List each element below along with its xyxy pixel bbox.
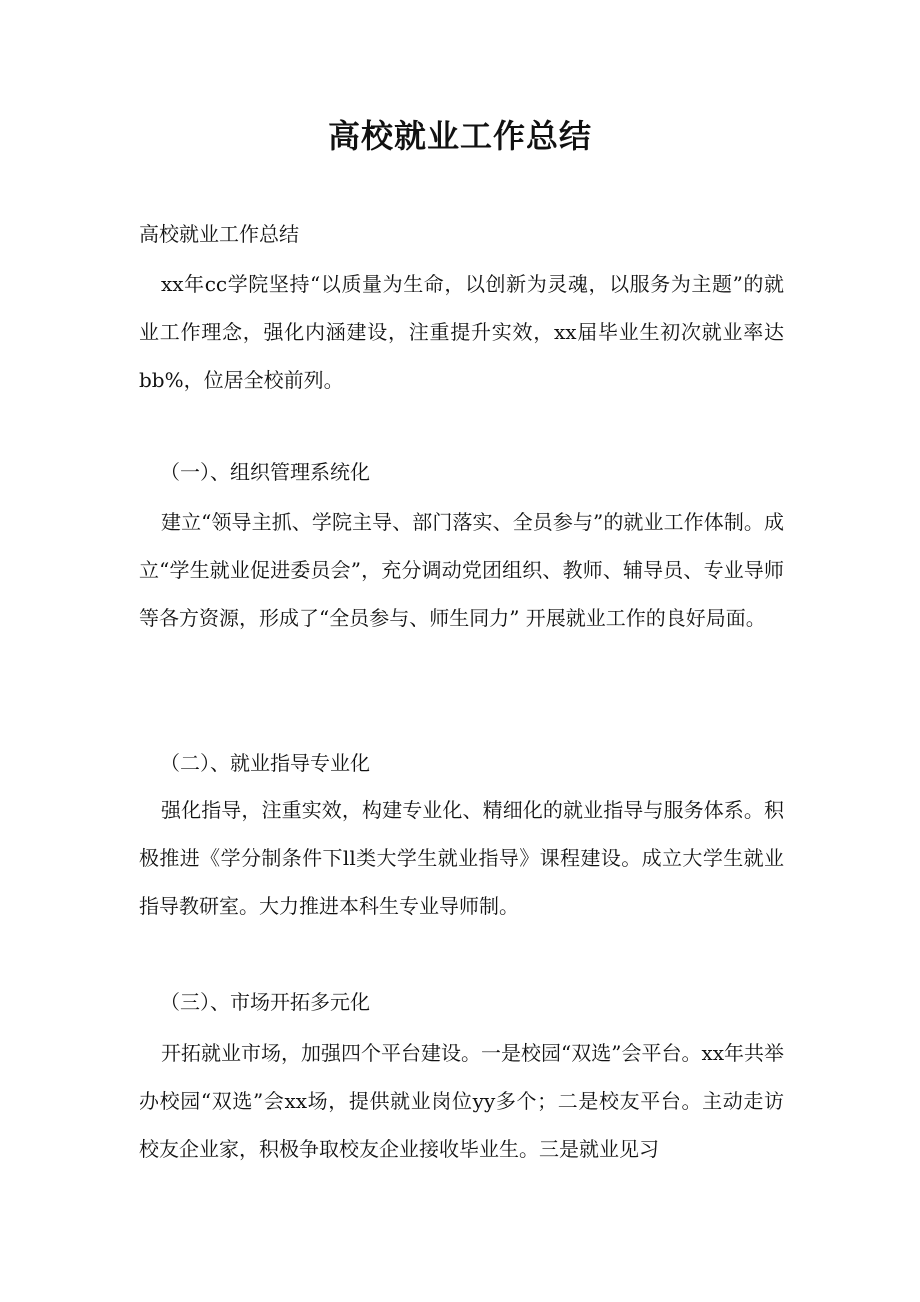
- section-heading-3: （三）、市场开拓多元化: [160, 990, 370, 1014]
- section-heading-2: （二）、就业指导专业化: [160, 751, 370, 775]
- section-heading-1: （一）、组织管理系统化: [160, 460, 370, 484]
- document-title: 高校就业工作总结: [327, 117, 592, 155]
- section-body-2: 强化指导，注重实效，构建专业化、精细化的就业指导与服务体系。积极推进《学分制条件下ll类大学生就业指导》课程建设。成立大学生就业指导教研室。大力推进本科生专业导师制。: [139, 798, 784, 918]
- section-body-1: 建立“领导主抓、学院主导、部门落实、全员参与”的就业工作体制。成立“学生就业促进委员会”，充分调动党团组织、教师、辅导员、专业导师等各方资源，形成了“全员参与、师生同力” 开展就业工作的良好局面。: [139, 510, 784, 630]
- document-subtitle: 高校就业工作总结: [139, 222, 299, 246]
- intro-paragraph: xx年cc学院坚持“以质量为生命，以创新为灵魂，以服务为主题”的就业工作理念，强化内涵建设，注重提升实效，xx届毕业生初次就业率达bb%，位居全校前列。: [139, 272, 784, 392]
- section-body-3: 开拓就业市场，加强四个平台建设。一是校园“双选”会平台。xx年共举办校园“双选”会xx场，提供就业岗位yy多个；二是校友平台。主动走访校友企业家，积极争取校友企业接收毕业生。三是就业见习: [139, 1041, 785, 1161]
